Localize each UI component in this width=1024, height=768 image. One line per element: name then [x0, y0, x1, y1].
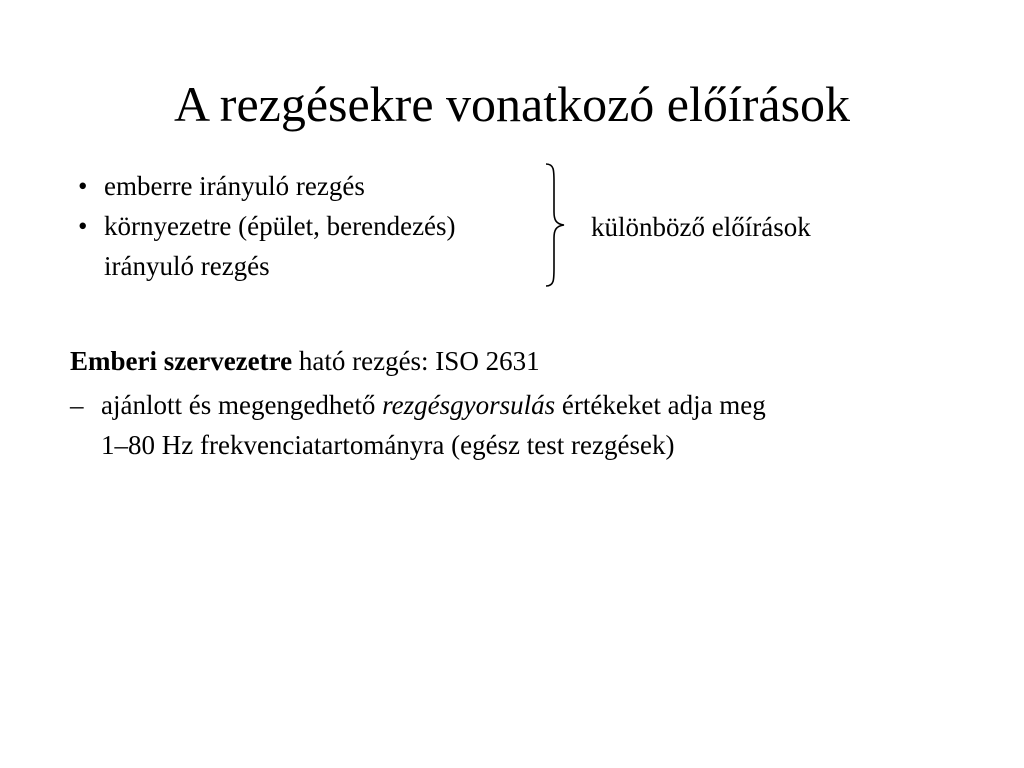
dash-text-italic: rezgésgyorsulás: [382, 390, 556, 420]
dash-text-after: értékeket adja meg: [555, 390, 766, 420]
bullet-line: irányuló rezgés: [104, 251, 270, 281]
bullet-list: [78, 166, 456, 286]
brace-label: különböző előírások: [591, 212, 811, 242]
dash-list-item: [70, 385, 970, 465]
section-heading-rest: ható rezgés: ISO 2631: [292, 346, 540, 376]
bullet-icon: •: [78, 171, 88, 201]
section-heading-bold: Emberi szervezetre: [70, 346, 293, 376]
slide-title: A rezgésekre vonatkozó előírások: [173, 76, 851, 132]
bullet-icon: •: [78, 211, 88, 241]
bullet-text: [104, 166, 365, 206]
curly-brace-icon: [540, 162, 580, 288]
dash-text-before: ajánlott és megengedhető: [101, 390, 383, 420]
dash-text-line2: 1–80 Hz frekvenciatartományra (egész test rezgések): [101, 430, 675, 460]
standard-section: [70, 341, 970, 465]
list-item: [78, 206, 456, 286]
dash-icon: –: [70, 390, 84, 420]
bullet-line: környezetre (épület, berendezés): [104, 211, 456, 241]
bullet-text: [104, 206, 456, 286]
bullet-line: emberre irányuló rezgés: [104, 171, 365, 201]
list-item: [78, 166, 456, 206]
dash-text: [101, 385, 766, 465]
section-heading: [70, 341, 970, 381]
